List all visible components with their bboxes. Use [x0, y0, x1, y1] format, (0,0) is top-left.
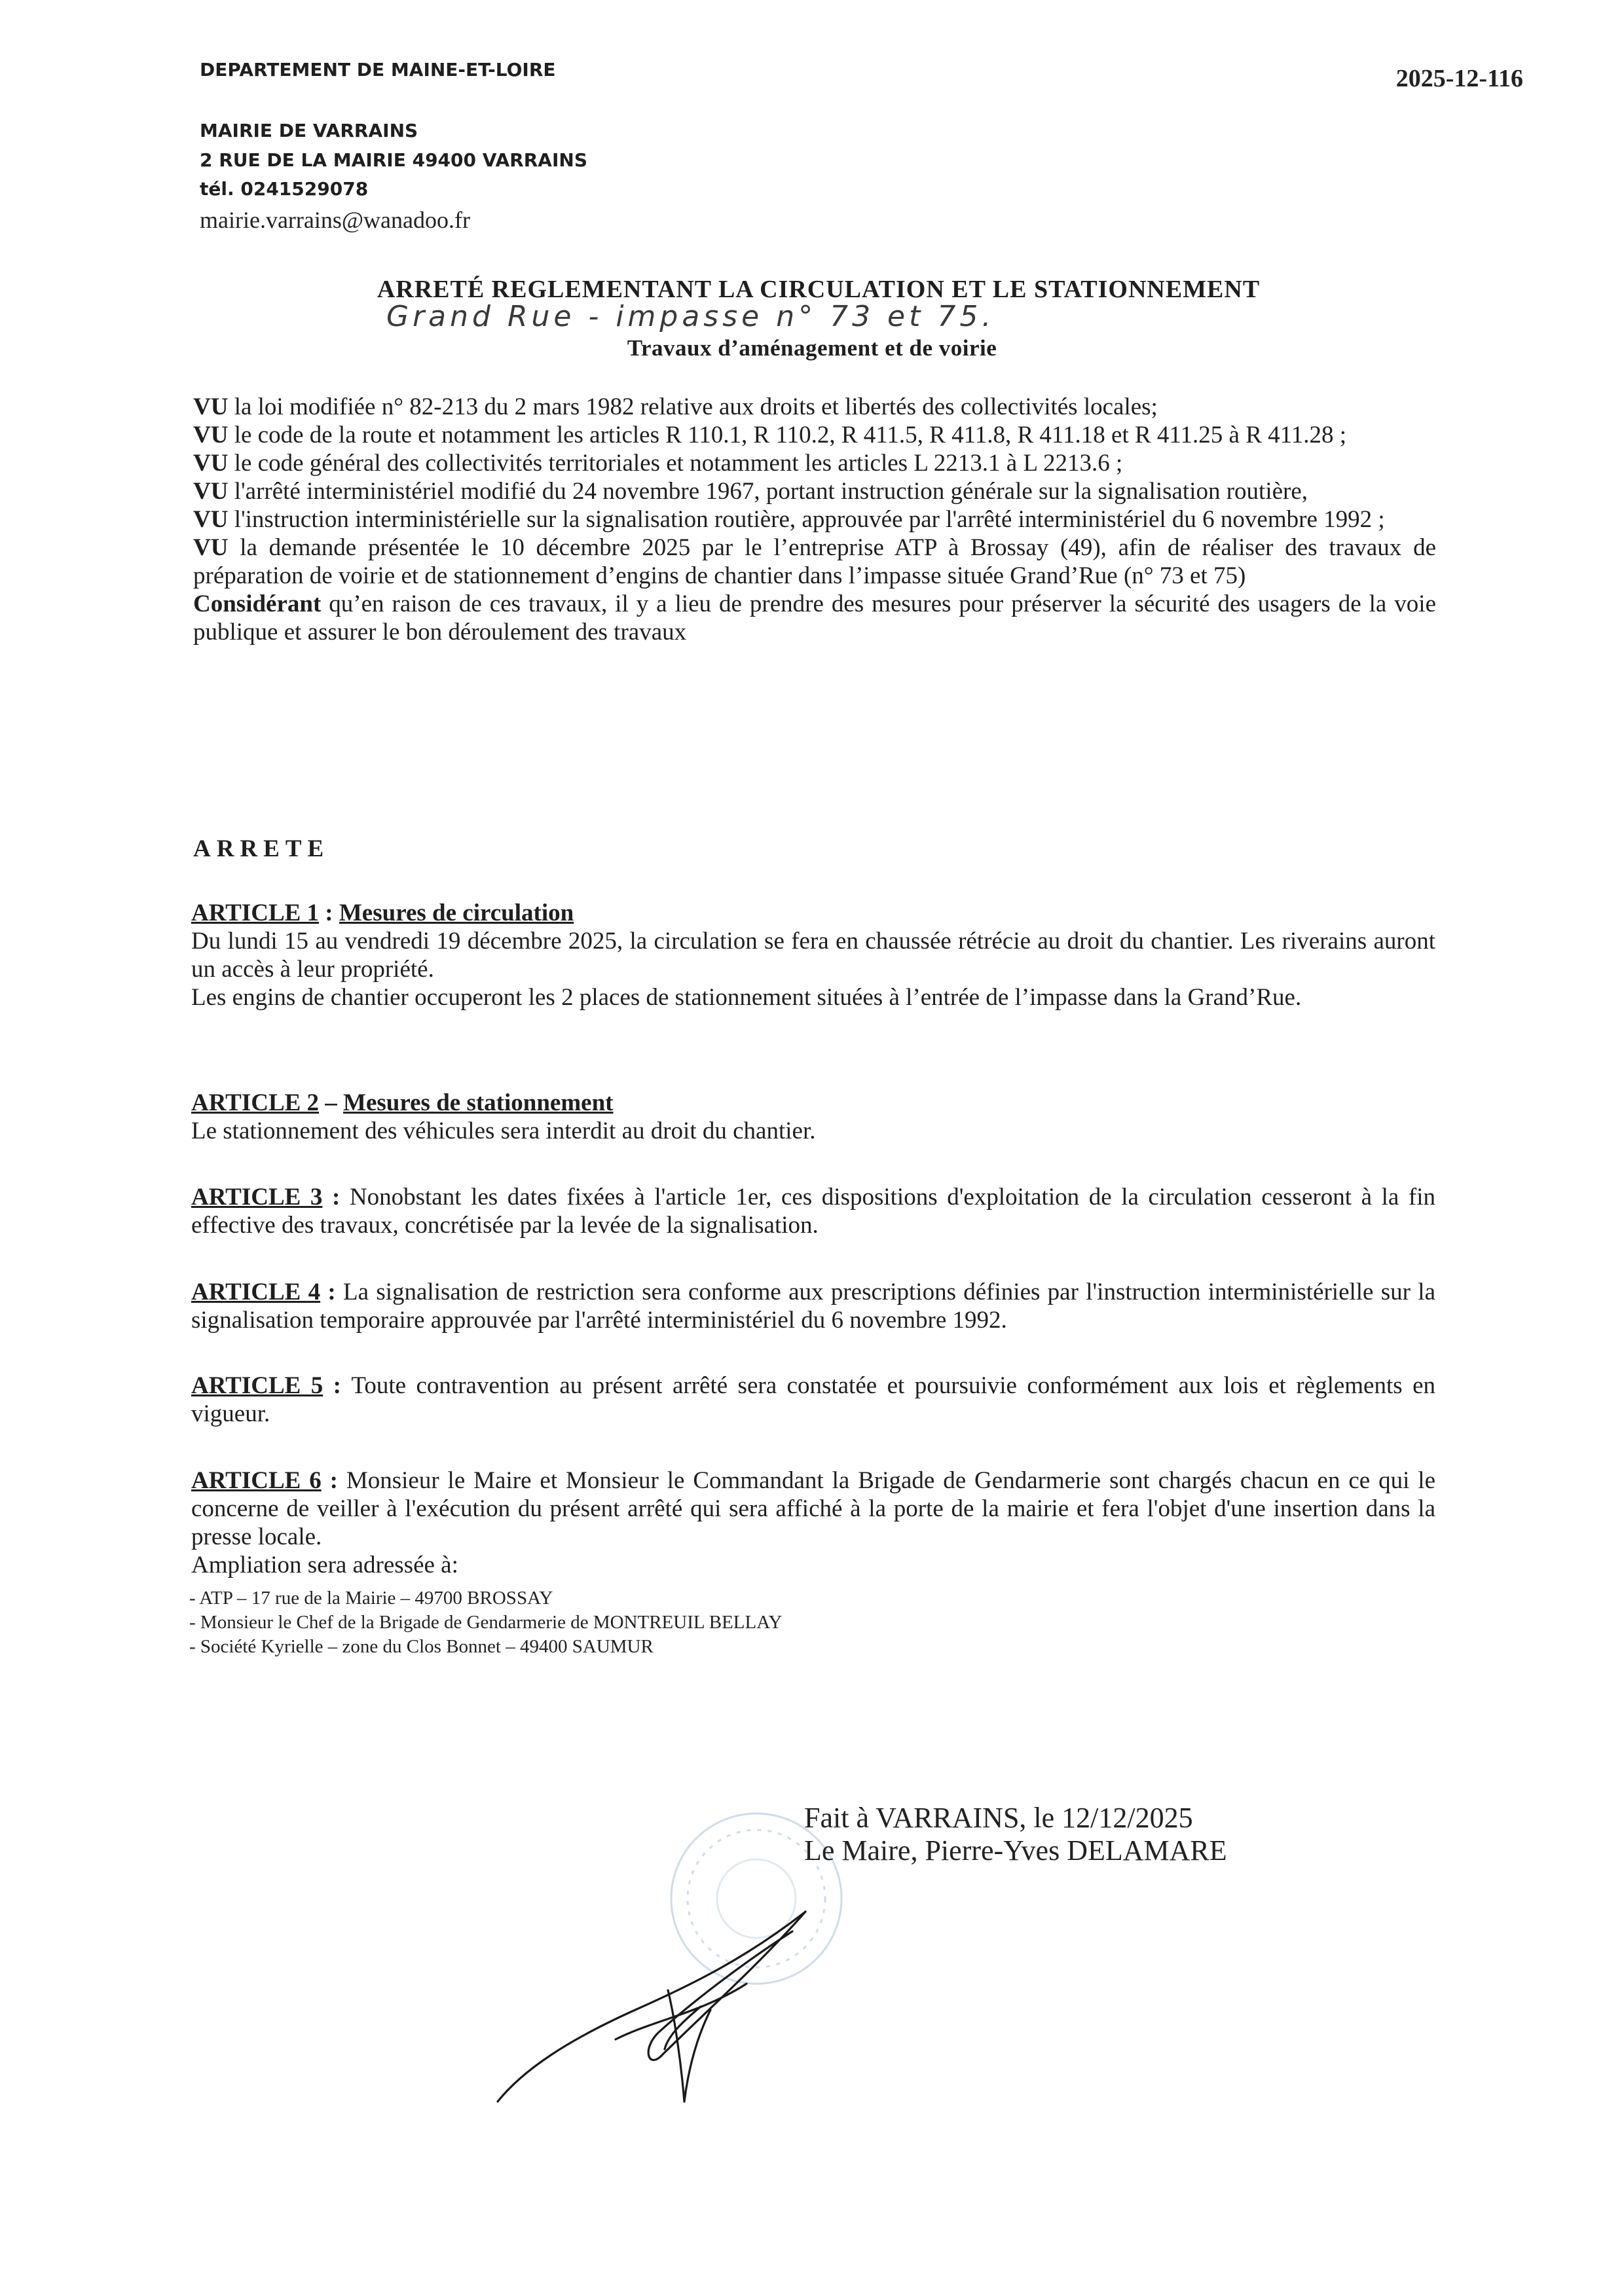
- mairie-email: mairie.varrains@wanadoo.fr: [200, 207, 470, 233]
- article-text: La signalisation de restriction sera conforme aux prescriptions définies par l'instruction interministérielle sur la signalisation temporaire approuvée par l'arrêté interministériel du 6 novembre 1992.: [191, 1279, 1435, 1334]
- department-name: DEPARTEMENT DE MAINE-ET-LOIRE: [200, 59, 556, 81]
- article-label: ARTICLE 6: [191, 1467, 322, 1494]
- article-5: ARTICLE 5 : Toute contravention au présent arrêté sera constatée et poursuivie conformément aux lois et règlements en vigueur.: [191, 1372, 1435, 1427]
- article-text: Monsieur le Maire et Monsieur le Commandant la Brigade de Gendarmerie sont chargés chacun en ce qui le concerne de veiller à l'exécution du présent arrêté qui sera affiché à la porte de la mairie et fera l'objet d'une insertion dans la presse locale.: [191, 1467, 1435, 1550]
- consideration-item: VU le code général des collectivités territoriales et notamment les articles L 2213.1 à L 2213.6 ;: [193, 450, 1123, 477]
- consideration-item: VU la loi modifiée n° 82-213 du 2 mars 1982 relative aux droits et libertés des collectivités locales;: [193, 393, 1158, 420]
- list-item: - Monsieur le Chef de la Brigade de Gendarmerie de MONTREUIL BELLAY: [189, 1612, 783, 1633]
- consideration-item: VU la demande présentée le 10 décembre 2025 par le l’entreprise ATP à Brossay (49), afin de réaliser des travaux de préparation de voirie et de stationnement d’engins de chantier dans l’impasse située Grand’Rue (n° 73 et 75): [193, 534, 1436, 589]
- article-heading: Mesures de circulation: [339, 900, 574, 926]
- article-label: ARTICLE 4: [191, 1279, 321, 1305]
- handwritten-location: Grand Rue - impasse n° 73 et 75.: [386, 300, 995, 333]
- article-4: ARTICLE 4 : La signalisation de restriction sera conforme aux prescriptions définies par l'instruction interministérielle sur la signalisation temporaire approuvée par l'arrêté interministériel du 6 novembre 1992.: [191, 1279, 1435, 1334]
- place-date: Fait à VARRAINS, le 12/12/2025: [804, 1802, 1193, 1834]
- article-6: ARTICLE 6 : Monsieur le Maire et Monsieur le Commandant la Brigade de Gendarmerie sont chargés chacun en ce qui le concerne de veiller à l'exécution du présent arrêté qui sera affiché à la porte de la mairie et fera l'objet d'une insertion dans la presse locale. Ampliation sera adressée à:: [191, 1467, 1435, 1578]
- article-text: Les engins de chantier occuperont les 2 places de stationnement situées à l’entrée de l’impasse dans la Grand’Rue.: [191, 984, 1302, 1011]
- article-label: ARTICLE 2: [191, 1089, 320, 1116]
- list-item: - ATP – 17 rue de la Mairie – 49700 BROSSAY: [189, 1588, 553, 1609]
- handwritten-signature-icon: [485, 1886, 943, 2121]
- article-label: ARTICLE 5: [191, 1372, 323, 1399]
- arrete-heading: ARRETE: [193, 835, 330, 862]
- consideration-item: VU l'arrêté interministériel modifié du 24 novembre 1967, portant instruction générale sur la signalisation routière,: [193, 478, 1308, 505]
- article-3: ARTICLE 3 : Nonobstant les dates fixées à l'article 1er, ces dispositions d'exploitation de la circulation cesseront à la fin effective des travaux, concrétisée par la levée de la signalisation.: [191, 1184, 1435, 1239]
- article-heading: Mesures de stationnement: [343, 1089, 614, 1116]
- consideration-item: Considérant qu’en raison de ces travaux, il y a lieu de prendre des mesures pour préserver la sécurité des usagers de la voie publique et assurer le bon déroulement des travaux: [193, 591, 1436, 646]
- article-label: ARTICLE 1: [191, 900, 320, 926]
- mairie-phone: tél. 0241529078: [200, 178, 369, 200]
- mayor-name: Le Maire, Pierre-Yves DELAMARE: [804, 1834, 1227, 1867]
- ampliation-intro: Ampliation sera adressée à:: [191, 1552, 458, 1578]
- reference-number: 2025-12-116: [1395, 65, 1523, 92]
- article-1: ARTICLE 1 : Mesures de circulation Du lundi 15 au vendredi 19 décembre 2025, la circulation se fera en chaussée rétrécie au droit du chantier. Les riverains auront un accès à leur propriété. Les engins de chantier occuperont les 2 places de stationnement situées à l’entrée de l’impasse dans la Grand’Rue.: [191, 900, 1435, 1011]
- signature-block: [804, 1802, 1227, 1867]
- considerations-block: [193, 393, 1436, 646]
- article-text: Du lundi 15 au vendredi 19 décembre 2025, la circulation se fera en chaussée rétrécie au droit du chantier. Les riverains auront un accès à leur propriété.: [191, 928, 1435, 983]
- mairie-address: 2 RUE DE LA MAIRIE 49400 VARRAINS: [200, 149, 587, 171]
- document-title: ARRETÉ REGLEMENTANT LA CIRCULATION ET LE STATIONNEMENT: [377, 276, 1261, 303]
- article-text: Toute contravention au présent arrêté sera constatée et poursuivie conformément aux lois et règlements en vigueur.: [191, 1372, 1435, 1427]
- article-text: Le stationnement des véhicules sera interdit au droit du chantier.: [191, 1118, 816, 1144]
- mairie-name: MAIRIE DE VARRAINS: [200, 120, 418, 141]
- consideration-item: VU l'instruction interministérielle sur la signalisation routière, approuvée par l'arrêté interministériel du 6 novembre 1992 ;: [193, 506, 1385, 533]
- article-label: ARTICLE 3: [191, 1184, 323, 1211]
- article-text: Nonobstant les dates fixées à l'article 1er, ces dispositions d'exploitation de la circulation cesseront à la fin effective des travaux, concrétisée par la levée de la signalisation.: [191, 1184, 1435, 1239]
- recipients-list: [189, 1586, 782, 1659]
- article-2: ARTICLE 2 – Mesures de stationnement Le stationnement des véhicules sera interdit au droit du chantier.: [191, 1089, 1435, 1145]
- document-subtitle: Travaux d’aménagement et de voirie: [627, 335, 997, 361]
- list-item: - Société Kyrielle – zone du Clos Bonnet – 49400 SAUMUR: [189, 1636, 654, 1657]
- consideration-item: VU le code de la route et notamment les articles R 110.1, R 110.2, R 411.5, R 411.8, R 411.18 et R 411.25 à R 411.28 ;: [193, 422, 1347, 448]
